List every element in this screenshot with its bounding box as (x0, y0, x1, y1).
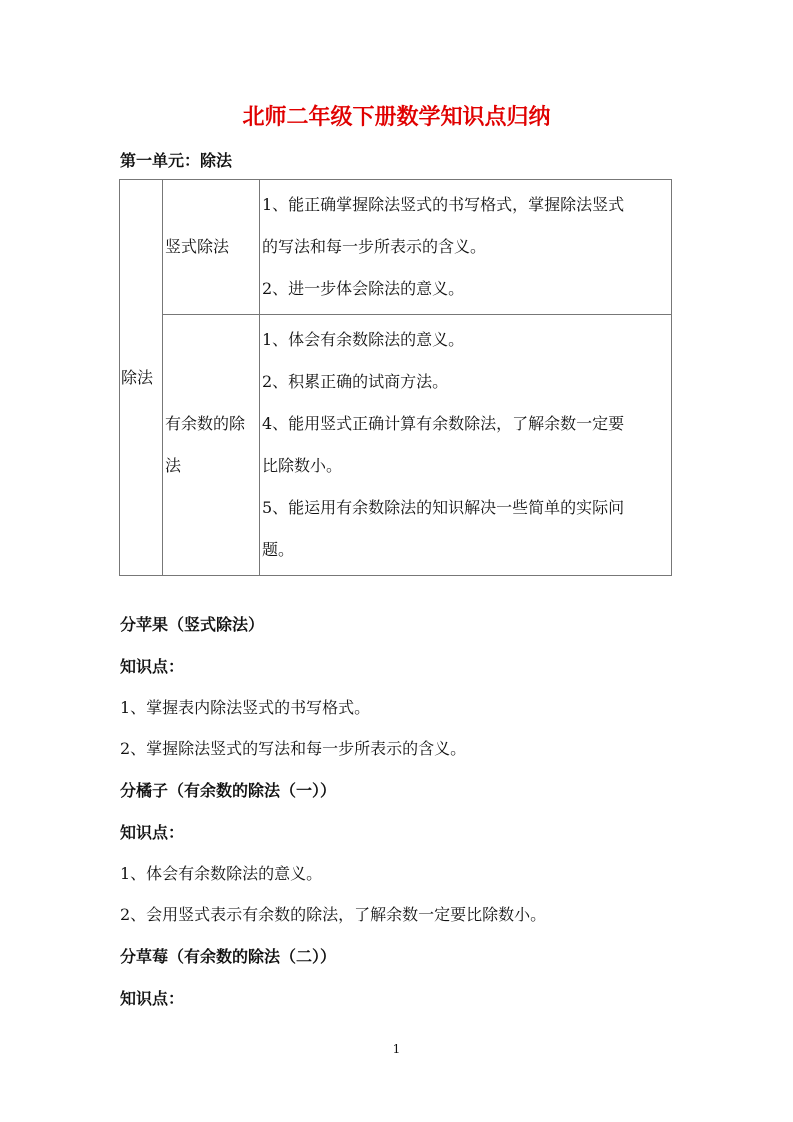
topic-cell: 除法 (120, 180, 163, 576)
knowledge-item: 2、会用竖式表示有余数的除法，了解余数一定要比除数小。 (120, 905, 547, 924)
unit-heading: 第一单元：除法 (120, 151, 233, 170)
table-row (120, 180, 672, 315)
description-line: 1、体会有余数除法的意义。 (262, 330, 465, 349)
knowledge-item: 2、掌握除法竖式的写法和每一步所表示的含义。 (120, 739, 467, 758)
page-number: 1 (392, 1042, 401, 1056)
section-heading: 分草莓（有余数的除法（二）） (120, 947, 337, 966)
section-heading: 分苹果（竖式除法） (120, 615, 265, 634)
description-cell (260, 180, 672, 315)
document-title: 北师二年级下册数学知识点归纳 (242, 105, 551, 130)
subtopic-label: 法 (165, 456, 182, 475)
description-line: 4、能用竖式正确计算有余数除法，了解余数一定要 (262, 414, 625, 433)
description-line: 5、能运用有余数除法的知识解决一些简单的实际问 (262, 498, 625, 517)
description-line: 1、能正确掌握除法竖式的书写格式，掌握除法竖式 (262, 195, 625, 214)
description-line: 2、进一步体会除法的意义。 (262, 279, 465, 298)
description-line: 的写法和每一步所表示的含义。 (262, 237, 487, 256)
section-heading: 分橘子（有余数的除法（一）） (120, 781, 337, 800)
subtopic-label: 有余数的除 (165, 414, 246, 433)
description-line: 题。 (262, 540, 295, 559)
knowledge-item: 1、体会有余数除法的意义。 (120, 864, 323, 883)
knowledge-label: 知识点： (120, 657, 185, 676)
table-row (120, 315, 672, 576)
subtopic-label: 竖式除法 (165, 237, 230, 256)
subtopic-cell (163, 180, 260, 315)
subtopic-cell (163, 315, 260, 576)
knowledge-label: 知识点： (120, 989, 185, 1008)
description-line: 比除数小。 (262, 456, 343, 475)
knowledge-item: 1、掌握表内除法竖式的书写格式。 (120, 698, 371, 717)
description-line: 2、积累正确的试商方法。 (262, 372, 449, 391)
knowledge-label: 知识点： (120, 823, 185, 842)
description-cell (260, 315, 672, 576)
knowledge-table (119, 179, 672, 576)
